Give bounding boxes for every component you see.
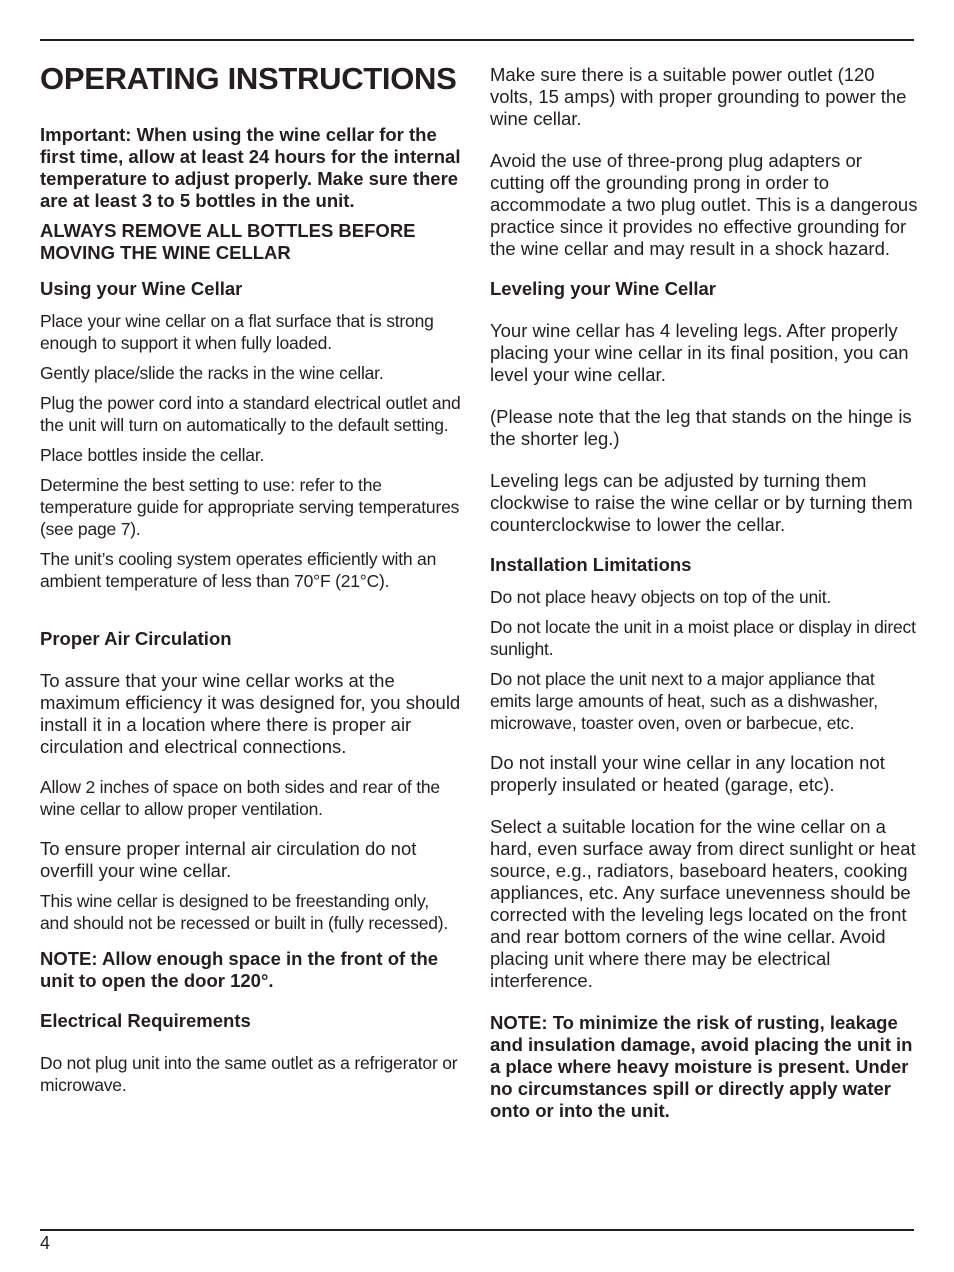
rust-note: NOTE: To minimize the risk of rusting, leakage and insulation damage, avoid placing the unit in a place where heavy moisture is present. Under no circumstances spill or directly apply water onto or into the unit. — [490, 1012, 913, 1121]
electrical-paragraph-2: Make sure there is a suitable power outlet (120 volts, 15 amps) with proper grounding to power the wine cellar. — [490, 64, 907, 129]
left-column — [40, 60, 462, 1096]
leveling-heading: Leveling your Wine Cellar — [490, 278, 717, 299]
installation-paragraph-2: Do not locate the unit in a moist place or display in direct sunlight. — [490, 617, 916, 659]
page-number: 4 — [40, 1233, 51, 1253]
installation-paragraph-1: Do not place heavy objects on top of the unit. — [490, 587, 832, 607]
electrical-heading: Electrical Requirements — [40, 1010, 251, 1031]
important-note: Important: When using the wine cellar for the first time, allow at least 24 hours for the internal temperature to adjust properly. Make sure there are at least 3 to 5 bottles in the unit. — [40, 124, 461, 211]
air-paragraph-3: To ensure proper internal air circulation do not overfill your wine cellar. — [40, 838, 417, 881]
leveling-paragraph-3: Leveling legs can be adjusted by turning them clockwise to raise the wine cellar or by turning them counterclockwise to lower the cellar. — [490, 470, 913, 535]
air-paragraph-4: This wine cellar is designed to be freestanding only, and should not be recessed or built in (fully recessed). — [40, 891, 449, 933]
electrical-paragraph-1: Do not plug unit into the same outlet as a refrigerator or microwave. — [40, 1053, 458, 1095]
always-remove-warning: ALWAYS REMOVE ALL BOTTLES BEFORE MOVING THE WINE CELLAR — [40, 220, 416, 263]
bottom-rule — [40, 1229, 914, 1231]
using-heading: Using your Wine Cellar — [40, 278, 243, 299]
installation-paragraph-5: Select a suitable location for the wine cellar on a hard, even surface away from direct sunlight or heat source, e.g., radiators, baseboard heaters, cooking appliances, etc. Any surface unevenness should be corrected with the leveling legs located on the front and rear bottom corners of the wine cellar. Avoid placing unit where there may be electrical interference. — [490, 816, 916, 991]
using-paragraph-1: Place your wine cellar on a flat surface that is strong enough to support it when fully loaded. — [40, 311, 434, 353]
leveling-paragraph-1: Your wine cellar has 4 leveling legs. After properly placing your wine cellar in its final position, you can level your wine cellar. — [490, 320, 909, 385]
using-paragraph-2: Gently place/slide the racks in the wine cellar. — [40, 363, 384, 383]
air-paragraph-1: To assure that your wine cellar works at the maximum efficiency it was designed for, you should install it in a location where there is proper air circulation and electrical connections. — [40, 670, 461, 757]
door-note: NOTE: Allow enough space in the front of the unit to open the door 120°. — [40, 948, 439, 991]
installation-heading: Installation Limitations — [490, 554, 692, 575]
installation-paragraph-3: Do not place the unit next to a major appliance that emits large amounts of heat, such as a dishwasher, microwave, toaster oven, oven or barbecue, etc. — [490, 669, 878, 733]
using-paragraph-6: The unit’s cooling system operates efficiently with an ambient temperature of less than 70°F (21°C). — [40, 549, 437, 591]
right-column — [490, 64, 918, 1122]
electrical-paragraph-3: Avoid the use of three-prong plug adapters or cutting off the grounding prong in order to accommodate a two plug outlet. This is a dangerous practice since it provides no effective grounding for the wine cellar and may result in a shock hazard. — [490, 150, 918, 259]
using-paragraph-4: Place bottles inside the cellar. — [40, 445, 265, 465]
using-paragraph-3: Plug the power cord into a standard electrical outlet and the unit will turn on automatically to the default setting. — [40, 393, 461, 435]
page-title: OPERATING INSTRUCTIONS — [40, 61, 457, 96]
installation-paragraph-4: Do not install your wine cellar in any location not properly insulated or heated (garage, etc). — [490, 752, 885, 795]
air-circulation-heading: Proper Air Circulation — [40, 628, 232, 649]
air-paragraph-2: Allow 2 inches of space on both sides and rear of the wine cellar to allow proper ventilation. — [40, 777, 440, 819]
leveling-paragraph-2: (Please note that the leg that stands on the hinge is the shorter leg.) — [490, 406, 912, 449]
top-rule — [40, 39, 914, 41]
using-paragraph-5: Determine the best setting to use: refer to the temperature guide for appropriate serving temperatures (see page 7). — [40, 475, 460, 539]
